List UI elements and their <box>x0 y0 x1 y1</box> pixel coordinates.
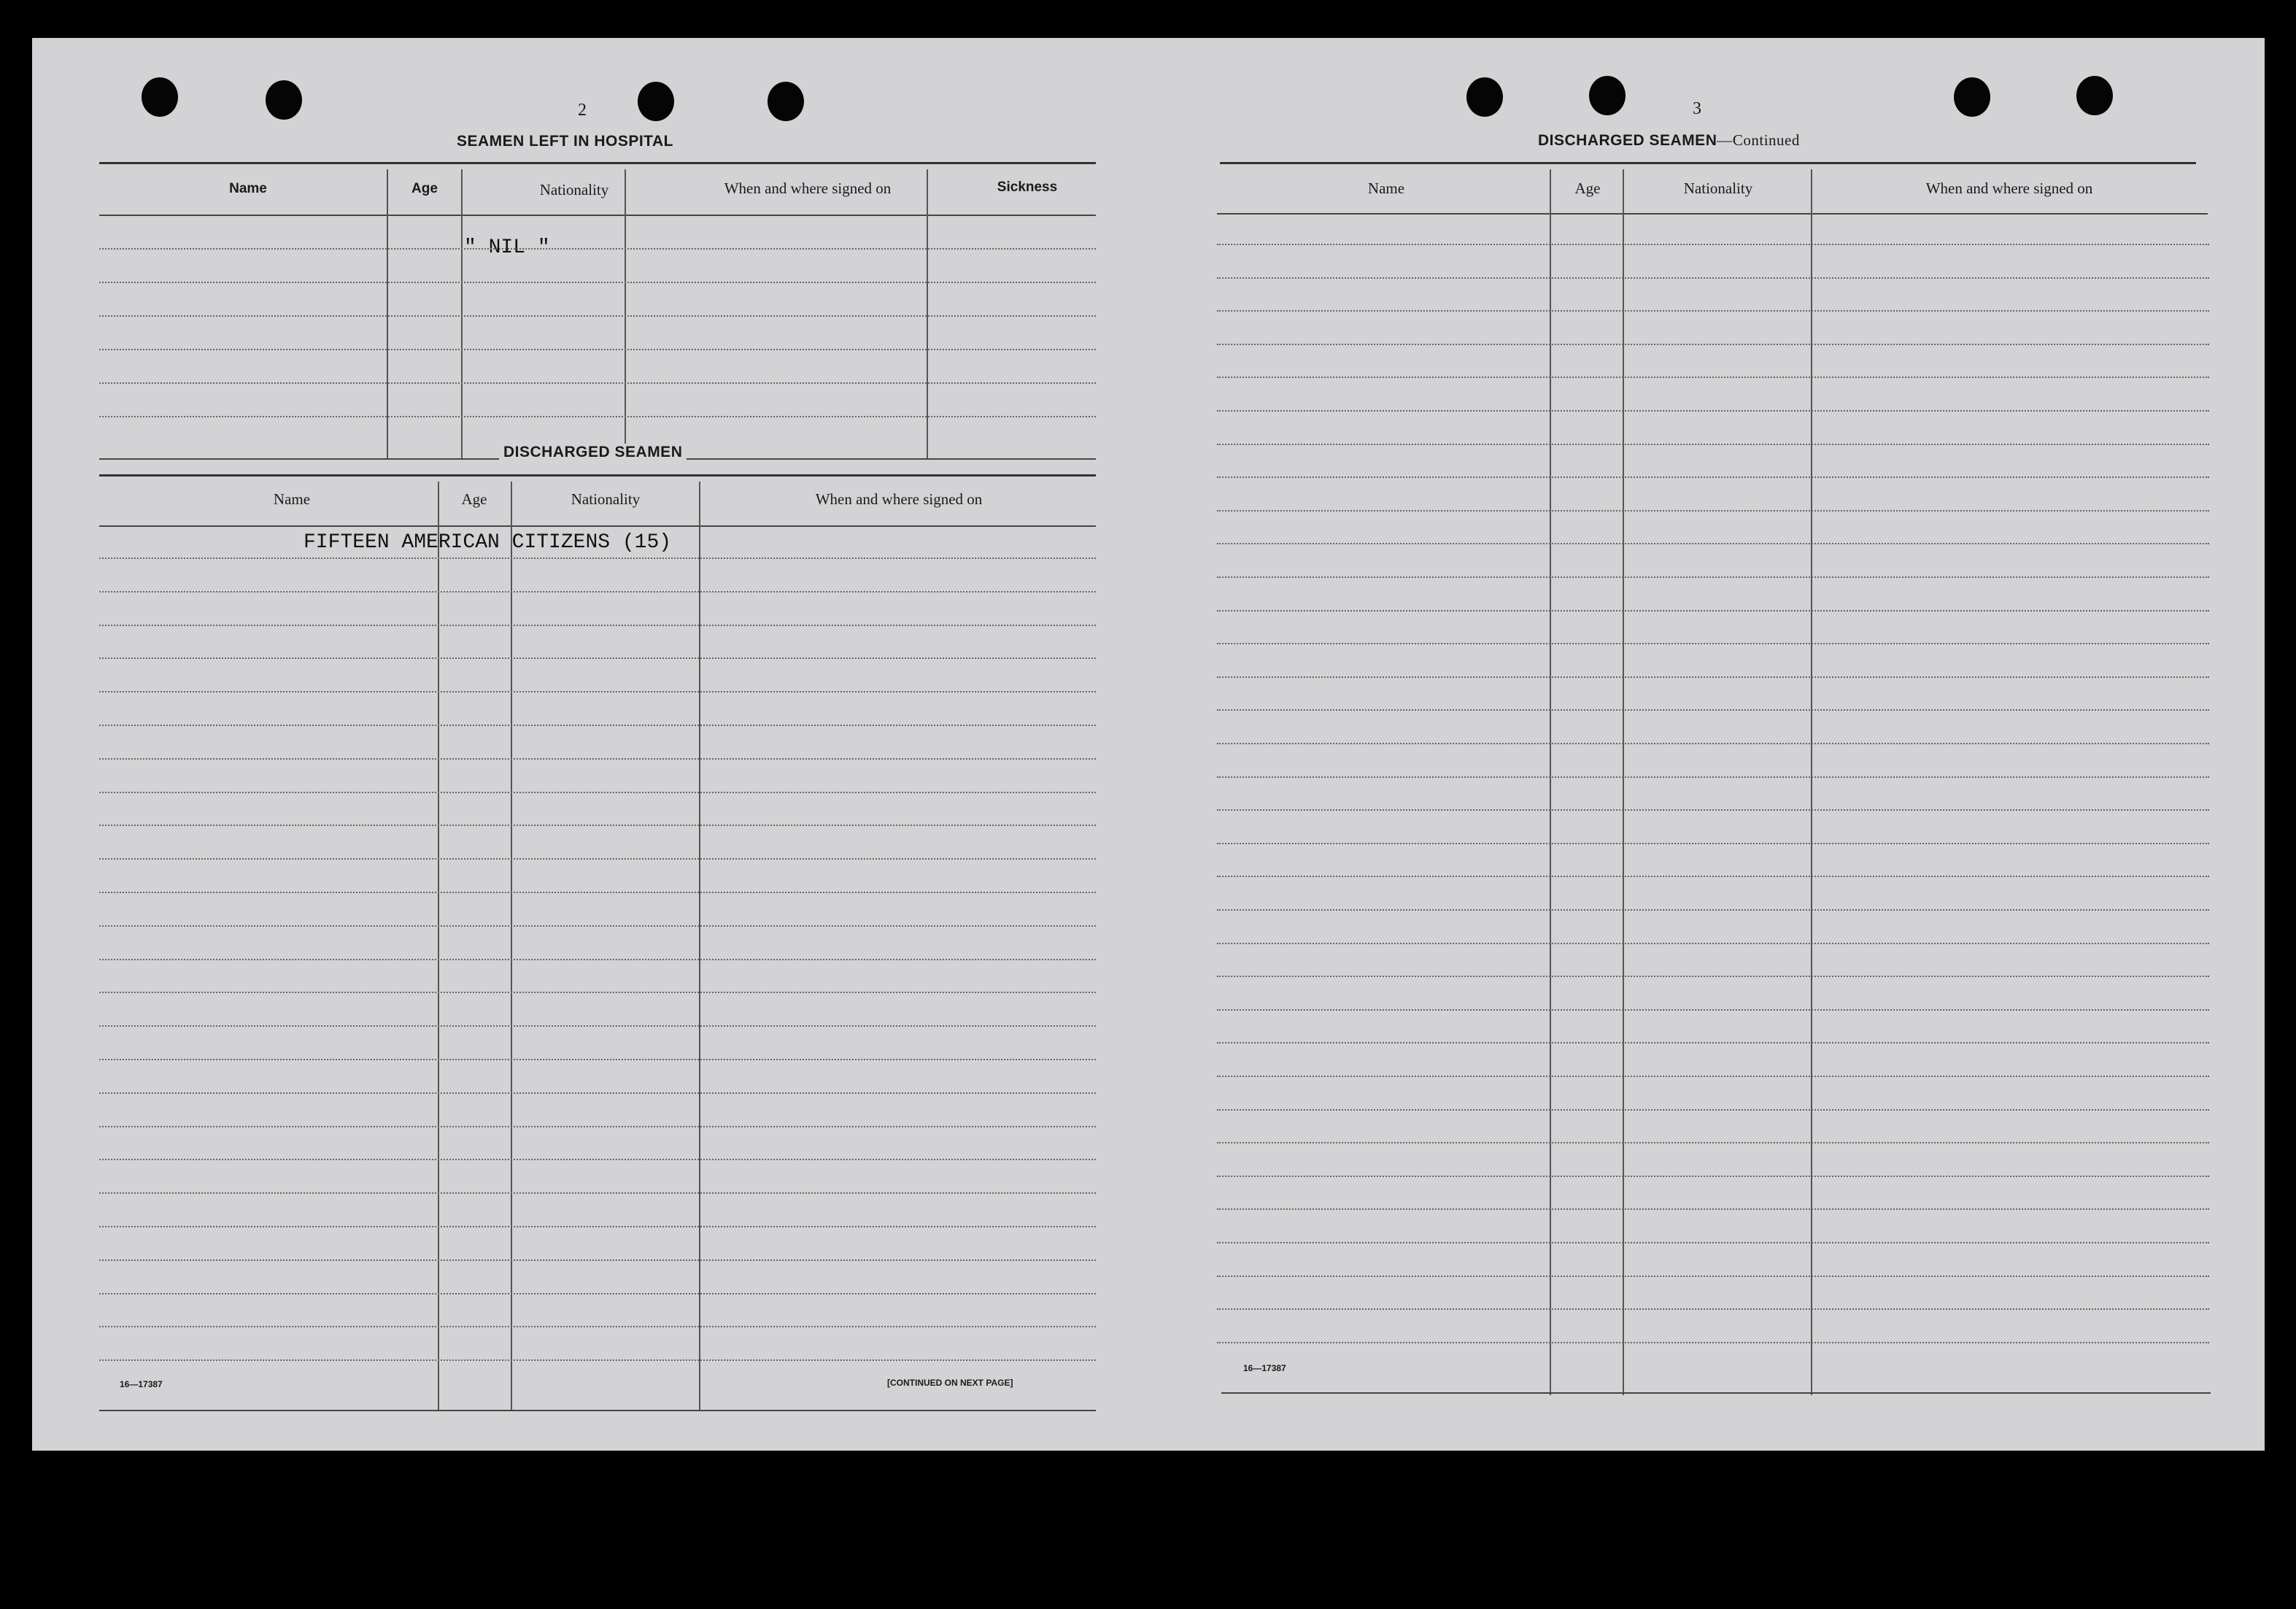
ruled-line <box>1217 1176 2209 1177</box>
ruled-line <box>99 1359 1096 1361</box>
punch-hole <box>1954 77 1990 117</box>
ruled-line <box>1217 344 2209 345</box>
ruled-line <box>1217 1308 2209 1310</box>
punch-hole <box>2076 76 2113 115</box>
ruled-line <box>99 792 1096 793</box>
section-rule <box>99 162 1096 164</box>
ruled-line <box>1217 1042 2209 1043</box>
ruled-line <box>1217 643 2209 644</box>
ruled-line <box>99 925 1096 927</box>
ruled-line <box>99 1092 1096 1094</box>
ruled-line <box>1217 1076 2209 1077</box>
column-header-name: Name <box>273 490 311 508</box>
punch-hole <box>1466 77 1503 117</box>
ruled-line <box>99 657 1096 659</box>
column-header-age: Age <box>461 490 487 508</box>
ruled-line <box>99 992 1096 993</box>
header-rule <box>99 215 1096 216</box>
ruled-line <box>1217 1242 2209 1243</box>
column-header-name: Name <box>1367 180 1405 197</box>
column-header-nationality: Nationality <box>1683 180 1753 197</box>
ruled-line <box>99 825 1096 826</box>
ruled-line <box>99 382 1096 384</box>
ruled-line <box>1217 377 2209 378</box>
ruled-line <box>99 349 1096 350</box>
column-header-sickness: Sickness <box>997 180 1058 195</box>
column-divider <box>1550 169 1551 1395</box>
document-sheet <box>32 38 2265 1451</box>
ruled-line <box>99 1059 1096 1060</box>
ruled-line <box>1217 1276 2209 1277</box>
column-divider <box>625 169 626 458</box>
ruled-line <box>99 1159 1096 1160</box>
ruled-line <box>99 691 1096 692</box>
column-header-signed-on: When and where signed on <box>724 180 892 197</box>
ruled-line <box>1217 1342 2209 1343</box>
form-number: 16—17387 <box>120 1379 163 1389</box>
ruled-line <box>99 557 1096 559</box>
page-number: 2 <box>578 101 587 120</box>
column-divider <box>1811 169 1812 1395</box>
punch-hole <box>768 82 804 121</box>
header-rule <box>1217 213 2208 215</box>
ruled-line <box>1217 976 2209 977</box>
discharged-section-title: DISCHARGED SEAMEN <box>499 444 687 461</box>
ruled-line <box>99 758 1096 760</box>
form-number: 16—17387 <box>1243 1363 1286 1373</box>
ruled-line <box>1217 410 2209 412</box>
page-number: 3 <box>1693 99 1701 118</box>
ruled-line <box>1217 709 2209 711</box>
ruled-line <box>99 858 1096 860</box>
title-suffix: —Continued <box>1717 131 1800 149</box>
column-header-nationality: Nationality <box>571 490 641 508</box>
title-main: DISCHARGED SEAMEN <box>1538 132 1717 149</box>
ruled-line <box>1217 244 2209 245</box>
ruled-line <box>1217 909 2209 911</box>
ruled-line <box>1217 576 2209 578</box>
ruled-line <box>1217 943 2209 944</box>
ruled-line <box>1217 776 2209 778</box>
ruled-line <box>1217 1208 2209 1210</box>
ruled-line <box>99 1126 1096 1127</box>
ruled-line <box>99 248 1096 250</box>
ruled-line <box>99 282 1096 283</box>
ruled-line <box>1217 277 2209 279</box>
ruled-line <box>99 892 1096 893</box>
hospital-entry: " NIL " <box>464 236 550 259</box>
ruled-line <box>99 1259 1096 1261</box>
ruled-line <box>99 1025 1096 1027</box>
ruled-line <box>1217 843 2209 844</box>
ruled-line <box>99 1326 1096 1327</box>
punch-hole <box>638 82 674 121</box>
ruled-line <box>1217 809 2209 811</box>
discharged-continued-title <box>1538 131 1800 150</box>
column-divider <box>699 482 700 1411</box>
ruled-line <box>99 625 1096 626</box>
ruled-line <box>1217 476 2209 478</box>
section-rule <box>1221 1392 2211 1394</box>
column-divider <box>511 482 512 1411</box>
column-divider <box>438 482 439 1411</box>
continued-note: [CONTINUED ON NEXT PAGE] <box>887 1378 1013 1388</box>
ruled-line <box>99 959 1096 960</box>
ruled-line <box>99 725 1096 726</box>
ruled-line <box>99 416 1096 417</box>
ruled-line <box>99 1293 1096 1294</box>
column-divider <box>387 169 388 458</box>
punch-hole <box>142 77 178 117</box>
column-divider <box>461 169 463 458</box>
ruled-line <box>1217 444 2209 445</box>
column-header-name: Name <box>229 181 267 196</box>
discharged-entry: FIFTEEN AMERICAN CITIZENS (15) <box>304 531 672 554</box>
ruled-line <box>1217 743 2209 744</box>
ruled-line <box>1217 676 2209 678</box>
ruled-line <box>1217 1109 2209 1111</box>
ruled-line <box>99 315 1096 317</box>
column-header-signed-on: When and where signed on <box>815 490 983 508</box>
section-rule <box>99 474 1096 476</box>
hospital-section-title: SEAMEN LEFT IN HOSPITAL <box>457 133 673 150</box>
ruled-line <box>1217 1142 2209 1143</box>
section-rule <box>99 1410 1096 1411</box>
ruled-line <box>1217 543 2209 544</box>
ruled-line <box>1217 1009 2209 1011</box>
ruled-line <box>1217 510 2209 512</box>
column-divider <box>927 169 928 458</box>
ruled-line <box>99 591 1096 593</box>
column-header-signed-on: When and where signed on <box>1925 180 2093 197</box>
header-rule <box>99 525 1096 527</box>
column-header-nationality: Nationality <box>539 181 609 198</box>
punch-hole <box>1589 76 1626 115</box>
column-header-age: Age <box>411 181 438 196</box>
section-rule <box>1220 162 2196 164</box>
column-header-age: Age <box>1574 180 1601 197</box>
ruled-line <box>1217 876 2209 877</box>
ruled-line <box>1217 610 2209 611</box>
ruled-line <box>1217 310 2209 312</box>
ruled-line <box>99 1226 1096 1227</box>
column-divider <box>1623 169 1624 1395</box>
ruled-line <box>99 1192 1096 1194</box>
punch-hole <box>266 80 302 120</box>
